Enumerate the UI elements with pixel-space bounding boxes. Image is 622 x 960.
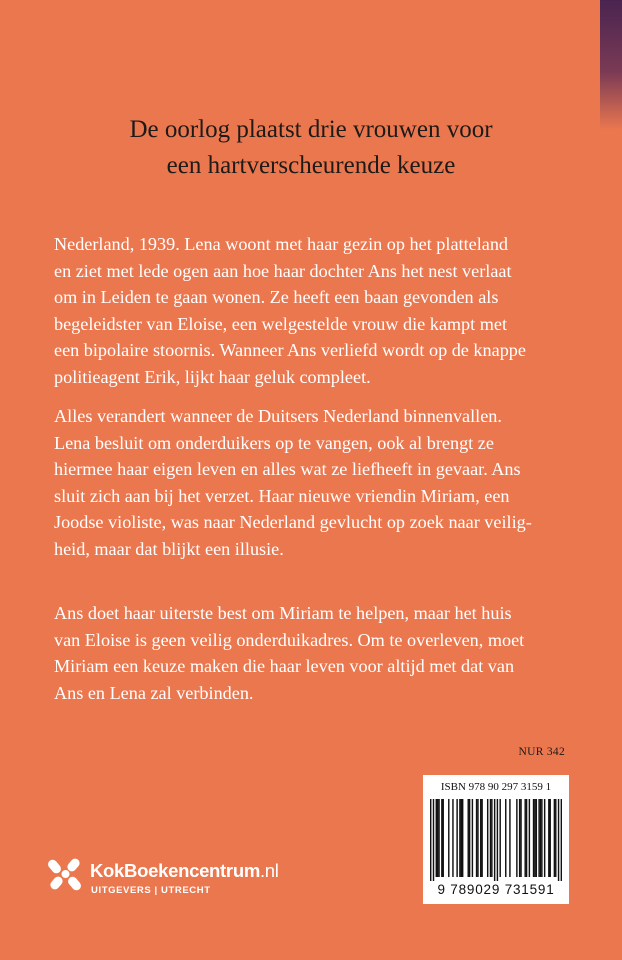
kokboekencentrum-logo-icon bbox=[48, 853, 84, 897]
barcode-bar bbox=[554, 799, 555, 877]
barcode-bar bbox=[561, 799, 562, 881]
barcode-bar bbox=[494, 799, 495, 881]
barcode-bar bbox=[487, 799, 488, 877]
blurb-line: Ans doet haar uiterste best om Miriam te helpen, maar het huis bbox=[54, 603, 512, 623]
isbn-barcode-label bbox=[423, 775, 569, 904]
barcode-bar bbox=[505, 799, 506, 877]
barcode-bar bbox=[433, 799, 434, 881]
blurb-line: sluit zich aan bij het verzet. Haar nieuwe vriendin Miriam, een bbox=[54, 485, 510, 506]
blurb-line: begeleidster van Eloise, een welgestelde vrouw die kampt met bbox=[54, 313, 508, 334]
barcode-bar bbox=[509, 799, 510, 877]
blurb-line: en ziet met lede ogen aan hoe haar dochter Ans het nest verlaat bbox=[54, 260, 512, 281]
barcode-bar bbox=[548, 799, 549, 877]
barcode-bar bbox=[497, 799, 498, 881]
publisher-name bbox=[90, 860, 279, 882]
barcode-icon bbox=[430, 799, 562, 881]
barcode-bar bbox=[438, 799, 439, 877]
barcode-bar bbox=[520, 799, 521, 877]
barcode-bar bbox=[540, 799, 541, 877]
barcode-bar bbox=[541, 799, 542, 877]
cover-photo-edge bbox=[600, 0, 622, 130]
barcode-bar bbox=[462, 799, 463, 877]
blurb-line: van Eloise is geen veilig onderduikadres. Om te overleven, moet bbox=[54, 629, 525, 650]
barcode-bar bbox=[533, 799, 534, 877]
barcode-bar bbox=[459, 799, 460, 877]
blurb-line: Alles verandert wanneer de Duitsers Nederland binnenvallen. bbox=[54, 406, 502, 426]
barcode-bar bbox=[448, 799, 449, 877]
blurb-line: Miriam een keuze maken die haar leven voor altijd met dat van bbox=[54, 656, 515, 676]
headline-line-1: De oorlog plaatst drie vrouwen voor bbox=[129, 116, 493, 143]
blurb-line: politieagent Erik, lijkt haar geluk compleet. bbox=[54, 366, 371, 387]
barcode-bar bbox=[476, 799, 477, 877]
barcode-bar bbox=[519, 799, 520, 877]
blurb-line: Joodse violiste, was naar Nederland gevlucht op zoek naar veilig- bbox=[54, 512, 532, 532]
blurb-line: Nederland, 1939. Lena woont met haar gezin op het platteland bbox=[54, 234, 509, 254]
barcode-bar bbox=[456, 799, 457, 877]
blurb-line: heid, maar dat blijkt een illusie. bbox=[54, 538, 284, 559]
blurb-line: hiermee haar eigen leven en alles wat ze liefheeft in gevaar. Ans bbox=[54, 459, 521, 479]
barcode-bar bbox=[490, 799, 491, 877]
back-cover-headline bbox=[0, 112, 622, 184]
barcode-bar bbox=[441, 799, 442, 877]
barcode-bar bbox=[529, 799, 530, 877]
barcode-bar bbox=[436, 799, 437, 877]
barcode-bar bbox=[491, 799, 492, 877]
barcode-bar bbox=[558, 799, 559, 881]
headline-line-2: een hartverscheurende keuze bbox=[166, 152, 456, 179]
publisher-name-main: KokBoekencentrum bbox=[90, 860, 260, 881]
barcode-bar bbox=[499, 799, 500, 877]
barcode-bar bbox=[472, 799, 473, 877]
blurb-line: een bipolaire stoornis. Wanneer Ans verliefd wordt op de knappe bbox=[54, 340, 526, 360]
ean-digits: 9 789029 731591 bbox=[437, 882, 555, 897]
barcode-bar bbox=[461, 799, 462, 877]
barcode-bar bbox=[549, 799, 550, 877]
barcode-bar bbox=[536, 799, 537, 877]
barcode-bar bbox=[469, 799, 470, 877]
blurb-paragraph-1 bbox=[54, 231, 574, 390]
publisher-name-tld: .nl bbox=[259, 860, 279, 881]
blurb-paragraph-3 bbox=[54, 600, 574, 706]
barcode-bar bbox=[555, 799, 556, 877]
blurb-line: Ans en Lena zal verbinden. bbox=[54, 682, 254, 703]
barcode-bar bbox=[526, 799, 527, 877]
barcode-bar bbox=[538, 799, 539, 877]
barcode-bar bbox=[477, 799, 478, 877]
blurb-line: Lena besluit om onderduikers op te vangen, ook al brengt ze bbox=[54, 432, 494, 453]
barcode-bar bbox=[534, 799, 535, 877]
nur-code: NUR 342 bbox=[518, 746, 565, 758]
barcode-bar bbox=[480, 799, 481, 877]
barcode-bar bbox=[524, 799, 525, 877]
barcode-bar bbox=[481, 799, 482, 877]
barcode-bar bbox=[443, 799, 444, 877]
barcode-bar bbox=[430, 799, 431, 881]
blurb-line: om in Leiden te gaan wonen. Ze heeft een baan gevonden als bbox=[54, 287, 499, 307]
barcode-bar bbox=[452, 799, 453, 877]
barcode-bar bbox=[516, 799, 517, 877]
isbn-number: ISBN 978 90 297 3159 1 bbox=[440, 781, 552, 793]
barcode-bar bbox=[468, 799, 469, 877]
barcode-bar bbox=[437, 799, 438, 877]
blurb-paragraph-2 bbox=[54, 403, 574, 562]
publisher-subtitle: UITGEVERS | UTRECHT bbox=[91, 885, 211, 896]
barcode-bar bbox=[544, 799, 545, 877]
